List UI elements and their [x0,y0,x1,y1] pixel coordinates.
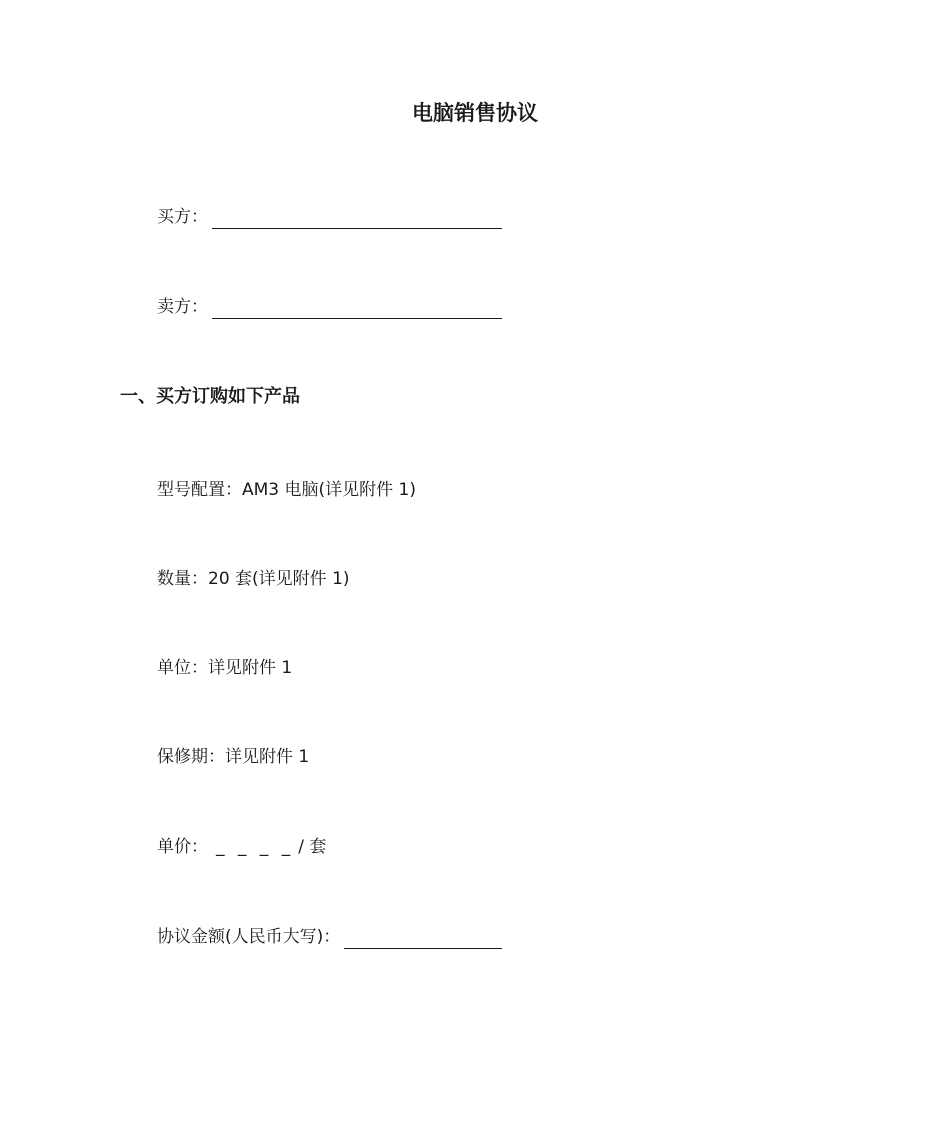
model-text: 型号配置：AM3 电脑(详见附件 1) [157,480,417,500]
warranty-line [157,745,309,769]
amount-label: 协议金额(人民币大写)： [157,927,341,947]
amount-line [157,925,502,949]
unit-price-blank: _ _ _ _ [216,837,295,857]
warranty-text: 保修期：详见附件 1 [157,747,310,767]
buyer-label: 买方： [157,207,208,227]
unit-price-suffix: / 套 [298,837,327,857]
section-heading-1: 一、买方订购如下产品 [120,386,300,407]
seller-blank [212,300,502,319]
unit-price-label: 单价： [157,837,208,857]
quantity-line [157,567,350,591]
seller-line [157,295,502,319]
seller-label: 卖方： [157,297,208,317]
buyer-blank [212,210,502,229]
unit-line [157,656,292,680]
unit-text: 单位：详见附件 1 [157,658,293,678]
unit-price-line [157,835,326,859]
buyer-line [157,205,502,229]
amount-blank [344,930,502,949]
document-title: 电脑销售协议 [412,101,538,125]
quantity-text: 数量：20 套(详见附件 1) [157,569,350,589]
model-line [157,478,416,502]
